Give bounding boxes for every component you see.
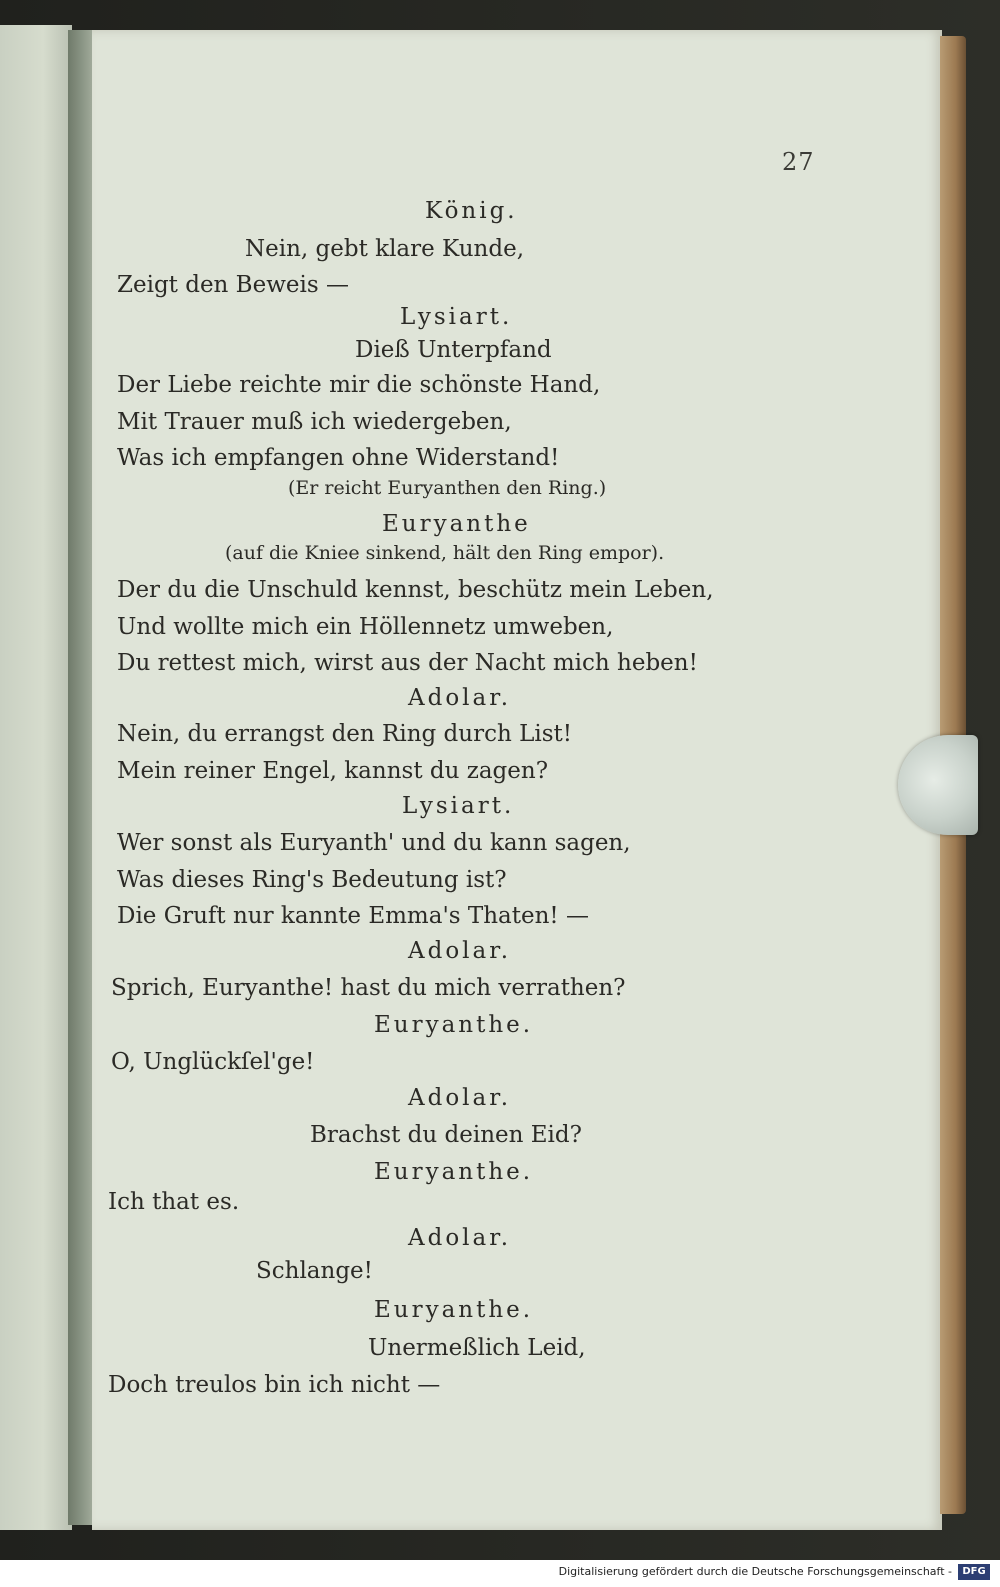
verse-line: Doch treulos bin ich nicht — <box>108 1372 441 1398</box>
verse-line: Dieß Unterpfand <box>355 337 552 363</box>
speaker-label: König. <box>425 198 518 224</box>
speaker-label: Lysiart. <box>402 793 515 819</box>
verse-line: Wer sonst als Euryanth' und du kann sagen, <box>117 830 631 856</box>
speaker-label: Adolar. <box>408 685 512 711</box>
speaker-label: Adolar. <box>408 1085 512 1111</box>
verse-line: Du rettest mich, wirst aus der Nacht mich heben! <box>117 650 698 676</box>
verse-line: Unermeßlich Leid, <box>368 1335 586 1361</box>
verse-line: O, Unglückſel'ge! <box>111 1049 315 1075</box>
verse-line: Mein reiner Engel, kannst du zagen? <box>117 758 549 784</box>
speaker-label: Euryanthe. <box>374 1159 534 1185</box>
speaker-label: Lysiart. <box>400 304 513 330</box>
digitization-footer <box>0 1560 1000 1587</box>
dfg-logo: DFG <box>958 1564 990 1580</box>
stage-direction: (Er reicht Euryanthen den Ring.) <box>288 477 607 499</box>
speaker-label: Euryanthe. <box>374 1297 534 1323</box>
verse-line: Und wollte mich ein Höllennetz umweben, <box>117 614 614 640</box>
speaker-label: Euryanthe. <box>374 1012 534 1038</box>
verse-line: Was dieses Ring's Bedeutung ist? <box>117 867 507 893</box>
verse-line: Der du die Unschuld kennst, beschütz mein Leben, <box>117 577 714 603</box>
verse-line: Zeigt den Beweis — <box>117 272 349 298</box>
speaker-label: Adolar. <box>408 938 512 964</box>
stage-direction: (auf die Kniee sinkend, hält den Ring empor). <box>225 542 665 564</box>
verse-line: Sprich, Euryanthe! hast du mich verrathen? <box>111 975 626 1001</box>
page-number: 27 <box>782 148 815 176</box>
facing-page-edge <box>0 25 72 1530</box>
verse-line: Was ich empfangen ohne Widerstand! <box>117 445 560 471</box>
verse-line: Die Gruft nur kannte Emma's Thaten! — <box>117 903 589 929</box>
verse-line: Mit Trauer muß ich wiedergeben, <box>117 409 512 435</box>
verse-line: Schlange! <box>256 1258 373 1284</box>
verse-line: Brachst du deinen Eid? <box>310 1122 582 1148</box>
verse-line: Der Liebe reichte mir die schönste Hand, <box>117 372 601 398</box>
verse-line: Ich that es. <box>108 1189 240 1215</box>
funding-credit: Digitalisierung gefördert durch die Deutsche Forschungsgemeinschaft - <box>558 1565 952 1578</box>
verse-line: Nein, du errangst den Ring durch List! <box>117 721 573 747</box>
verse-line: Nein, gebt klare Kunde, <box>245 236 525 262</box>
speaker-label: Adolar. <box>408 1225 512 1251</box>
speaker-label: Euryanthe <box>382 511 531 537</box>
